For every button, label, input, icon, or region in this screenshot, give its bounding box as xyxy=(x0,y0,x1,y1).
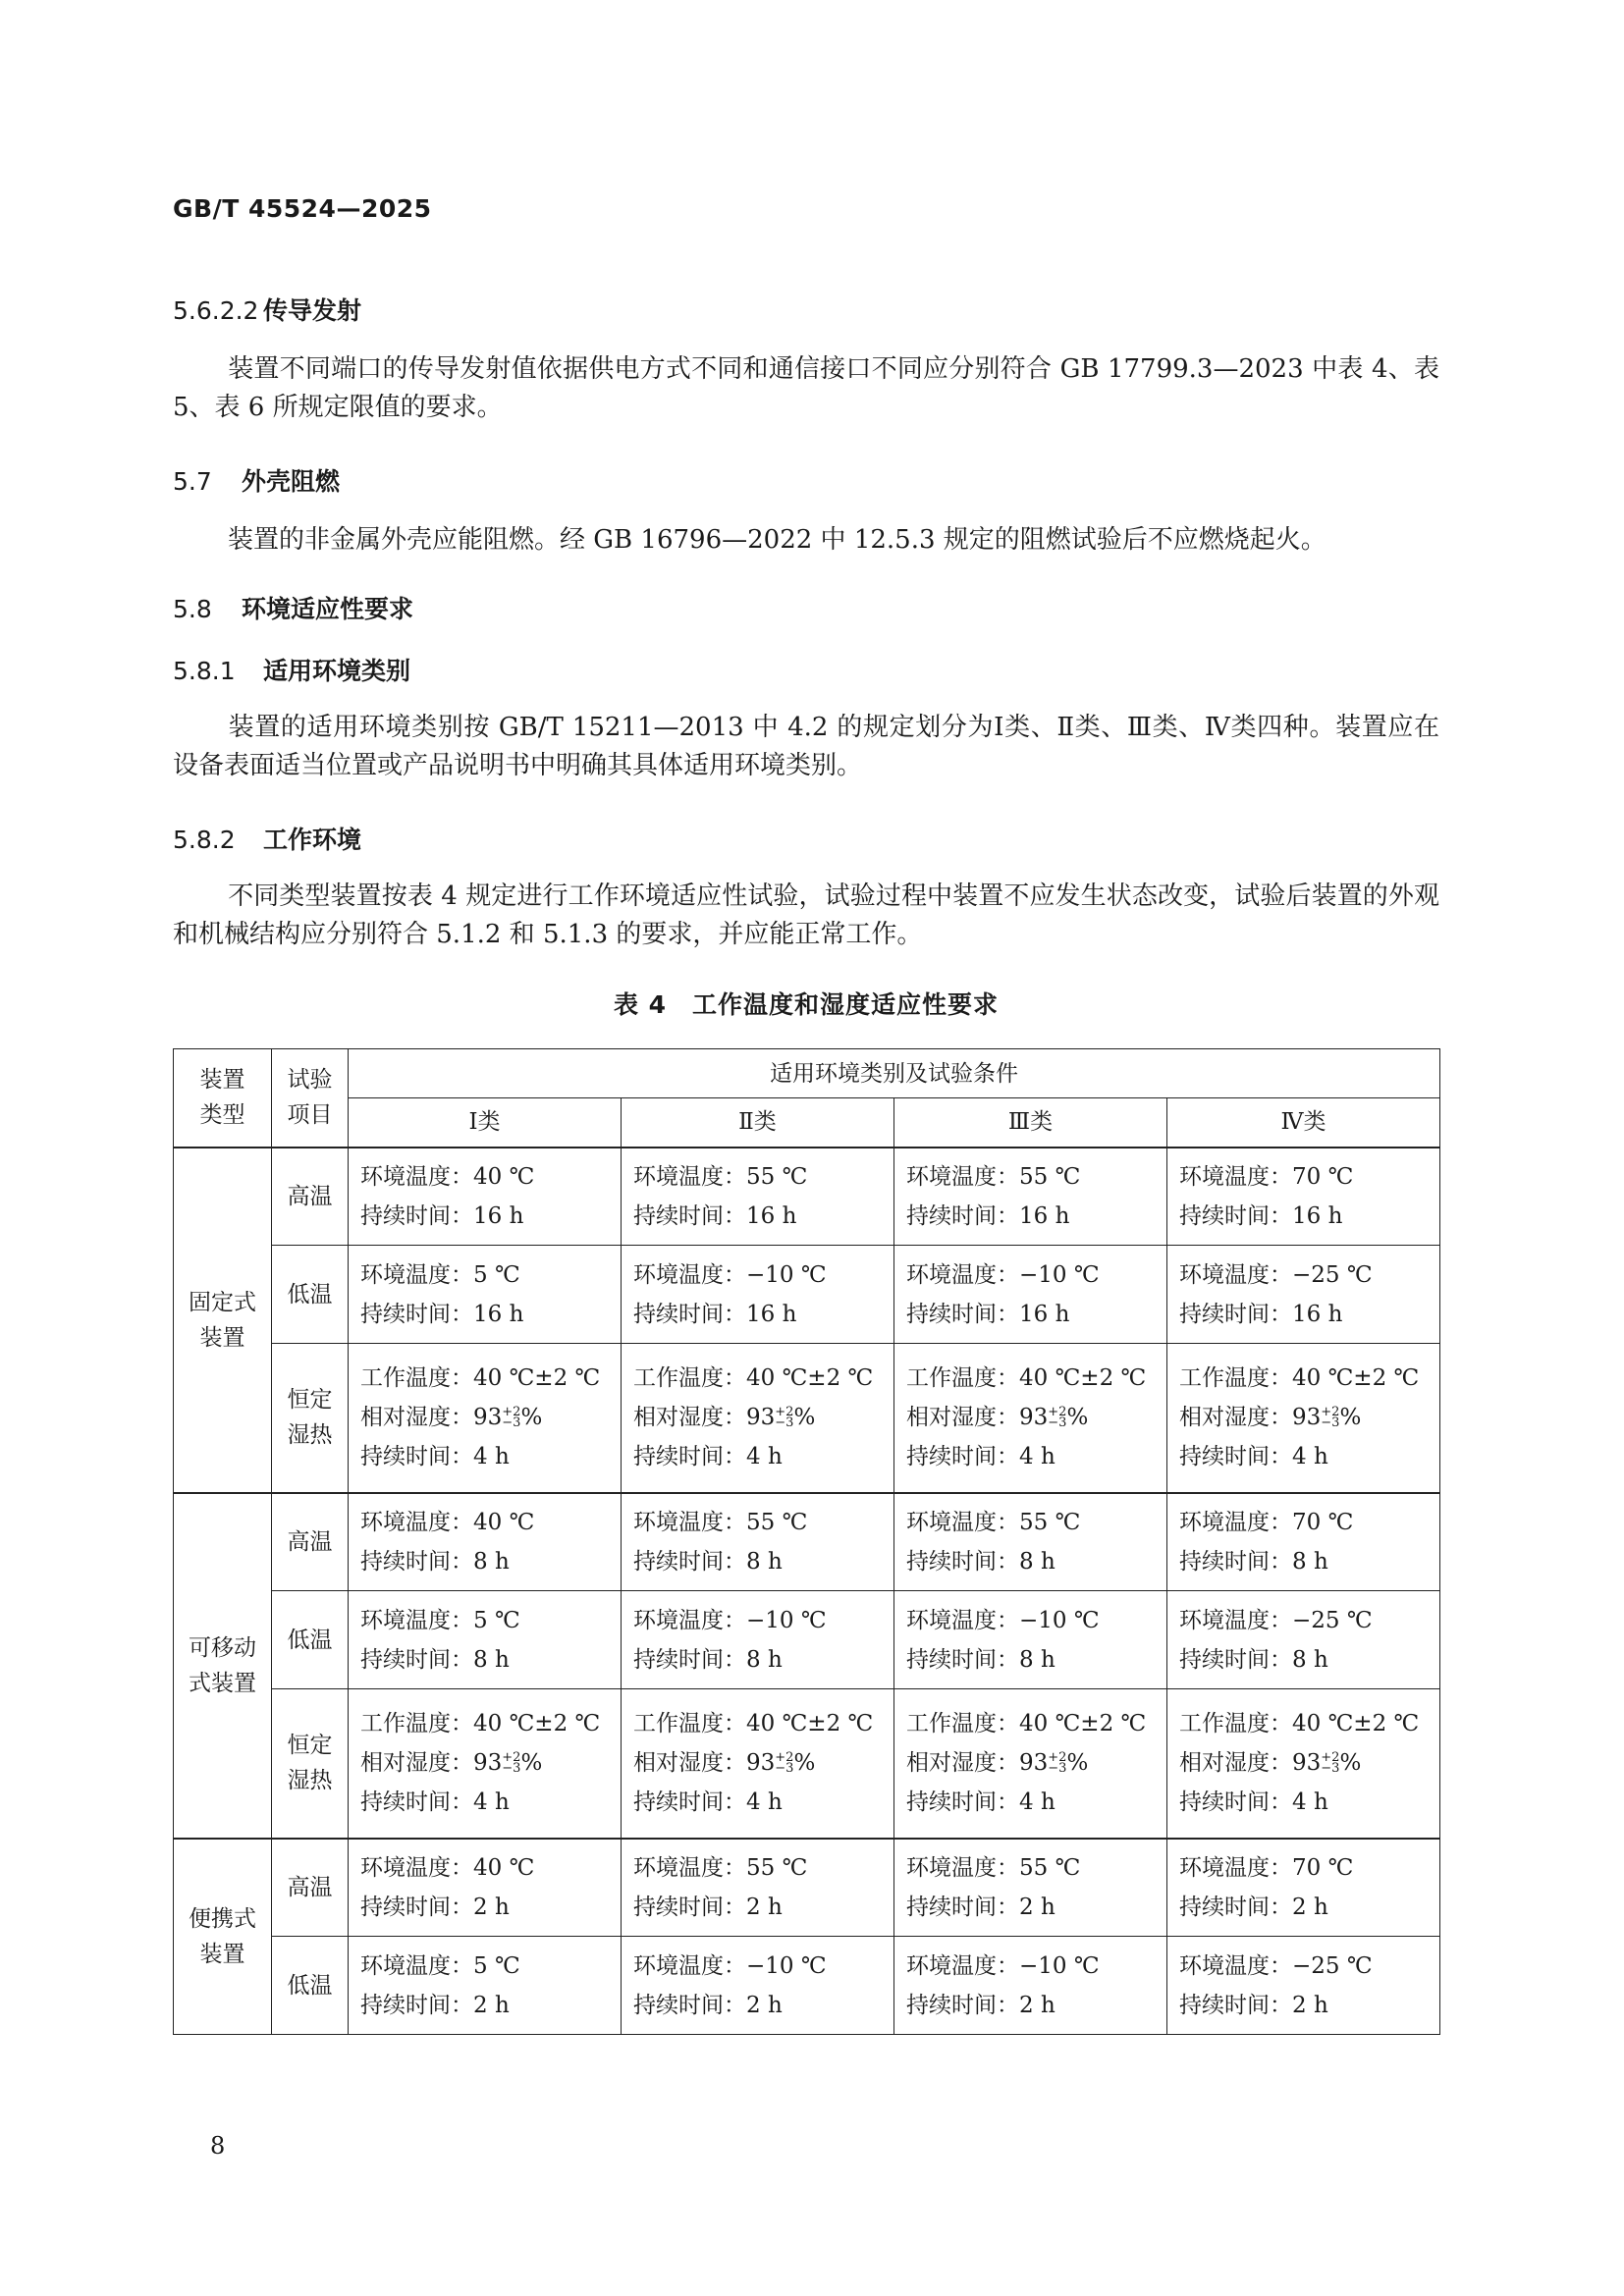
section-heading xyxy=(173,652,410,687)
condition-cell: 工作温度：40 ℃±2 ℃ 相对湿度：93 +2 −3 % 持续时间：4 h xyxy=(894,1344,1167,1493)
table-row xyxy=(174,1148,1440,1246)
condition-cell: 工作温度：40 ℃±2 ℃ 相对湿度：93 +2 −3 % 持续时间：4 h xyxy=(1167,1689,1440,1839)
paragraph-text: 装置不同端口的传导发射值依据供电方式不同和通信接口不同应分别符合 GB 17799.3—2023 中表 4、表 5、表 6 所规定限值的要求。 xyxy=(173,354,1439,422)
header-test-item: 试验 项目 xyxy=(272,1049,349,1148)
section-heading xyxy=(173,462,340,498)
document-id: GB/T 45524—2025 xyxy=(173,194,432,223)
condition-cell: 环境温度：55 ℃ 持续时间：8 h xyxy=(622,1493,894,1591)
section-title: 环境适应性要求 xyxy=(242,595,414,623)
condition-cell: 环境温度：5 ℃ 持续时间：8 h xyxy=(349,1591,622,1689)
device-type-cell: 便携式 装置 xyxy=(174,1839,272,2035)
condition-cell: 环境温度：−10 ℃ 持续时间：16 h xyxy=(894,1246,1167,1344)
condition-cell: 环境温度：5 ℃ 持续时间：2 h xyxy=(349,1937,622,2035)
test-item-cell: 低温 xyxy=(272,1246,349,1344)
condition-cell: 环境温度：55 ℃ 持续时间：16 h xyxy=(894,1148,1167,1246)
header-class-4: Ⅳ类 xyxy=(1167,1098,1440,1148)
test-item-cell: 高温 xyxy=(272,1493,349,1591)
condition-cell: 环境温度：−10 ℃ 持续时间：16 h xyxy=(622,1246,894,1344)
condition-cell: 环境温度：40 ℃ 持续时间：2 h xyxy=(349,1839,622,1937)
condition-cell: 工作温度：40 ℃±2 ℃ 相对湿度：93 +2 −3 % 持续时间：4 h xyxy=(622,1689,894,1839)
test-item-cell: 恒定 湿热 xyxy=(272,1344,349,1493)
condition-cell: 环境温度：40 ℃ 持续时间：16 h xyxy=(349,1148,622,1246)
condition-cell: 工作温度：40 ℃±2 ℃ 相对湿度：93 +2 −3 % 持续时间：4 h xyxy=(622,1344,894,1493)
header-device-type: 装置 类型 xyxy=(174,1049,272,1148)
condition-cell: 工作温度：40 ℃±2 ℃ 相对湿度：93 +2 −3 % 持续时间：4 h xyxy=(349,1344,622,1493)
condition-cell: 环境温度：−10 ℃ 持续时间：8 h xyxy=(622,1591,894,1689)
device-type-cell: 固定式 装置 xyxy=(174,1148,272,1493)
header-class-3: Ⅲ类 xyxy=(894,1098,1167,1148)
paragraph xyxy=(173,521,1439,560)
section-number: 5.8.2 xyxy=(173,826,236,854)
section-title: 外壳阻燃 xyxy=(242,467,341,496)
section-number: 5.8.1 xyxy=(173,657,236,685)
paragraph xyxy=(173,878,1439,954)
section-title: 适用环境类别 xyxy=(263,657,411,685)
condition-cell: 环境温度：−25 ℃ 持续时间：2 h xyxy=(1167,1937,1440,2035)
table-row xyxy=(174,1493,1440,1591)
paragraph xyxy=(173,350,1439,427)
section-number: 5.7 xyxy=(173,467,212,496)
page-number: 8 xyxy=(210,2132,226,2160)
paragraph xyxy=(173,709,1439,785)
condition-cell: 环境温度：55 ℃ 持续时间：2 h xyxy=(622,1839,894,1937)
condition-cell: 环境温度：−25 ℃ 持续时间：16 h xyxy=(1167,1246,1440,1344)
condition-cell: 环境温度：40 ℃ 持续时间：8 h xyxy=(349,1493,622,1591)
condition-cell: 环境温度：70 ℃ 持续时间：2 h xyxy=(1167,1839,1440,1937)
header-class-1: Ⅰ类 xyxy=(349,1098,622,1148)
table-row xyxy=(174,1344,1440,1493)
paragraph-text: 装置的非金属外壳应能阻燃。经 GB 16796—2022 中 12.5.3 规定的阻燃试验后不应燃烧起火。 xyxy=(228,525,1326,555)
table-row xyxy=(174,1689,1440,1839)
table-row xyxy=(174,1591,1440,1689)
condition-cell: 环境温度：70 ℃ 持续时间：16 h xyxy=(1167,1148,1440,1246)
section-heading xyxy=(173,292,361,327)
condition-cell: 环境温度：−10 ℃ 持续时间：2 h xyxy=(622,1937,894,2035)
header-class-2: Ⅱ类 xyxy=(622,1098,894,1148)
condition-cell: 环境温度：−10 ℃ 持续时间：8 h xyxy=(894,1591,1167,1689)
section-heading xyxy=(173,821,361,856)
condition-cell: 环境温度：55 ℃ 持续时间：16 h xyxy=(622,1148,894,1246)
test-item-cell: 低温 xyxy=(272,1937,349,2035)
condition-cell: 工作温度：40 ℃±2 ℃ 相对湿度：93 +2 −3 % 持续时间：4 h xyxy=(894,1689,1167,1839)
table-row xyxy=(174,1246,1440,1344)
condition-cell: 工作温度：40 ℃±2 ℃ 相对湿度：93 +2 −3 % 持续时间：4 h xyxy=(349,1689,622,1839)
table-caption: 表 4 工作温度和湿度适应性要求 xyxy=(613,990,1000,1019)
requirements-table xyxy=(173,1048,1440,2035)
section-number: 5.8 xyxy=(173,595,212,623)
condition-cell: 工作温度：40 ℃±2 ℃ 相对湿度：93 +2 −3 % 持续时间：4 h xyxy=(1167,1344,1440,1493)
condition-cell: 环境温度：−10 ℃ 持续时间：2 h xyxy=(894,1937,1167,2035)
paragraph-text: 装置的适用环境类别按 GB/T 15211—2013 中 4.2 的规定划分为Ⅰ类、Ⅱ类、Ⅲ类、Ⅳ类四种。装置应在设备表面适当位置或产品说明书中明确其具体适用环境类别。 xyxy=(173,713,1439,780)
test-item-cell: 恒定 湿热 xyxy=(272,1689,349,1839)
table-row xyxy=(174,1839,1440,1937)
condition-cell: 环境温度：55 ℃ 持续时间：2 h xyxy=(894,1839,1167,1937)
paragraph-text: 不同类型装置按表 4 规定进行工作环境适应性试验，试验过程中装置不应发生状态改变，试验后装置的外观和机械结构应分别符合 5.1.2 和 5.1.3 的要求，并应能正常工作。 xyxy=(173,881,1439,949)
header-conditions: 适用环境类别及试验条件 xyxy=(349,1049,1440,1098)
condition-cell: 环境温度：5 ℃ 持续时间：16 h xyxy=(349,1246,622,1344)
condition-cell: 环境温度：70 ℃ 持续时间：8 h xyxy=(1167,1493,1440,1591)
test-item-cell: 低温 xyxy=(272,1591,349,1689)
test-item-cell: 高温 xyxy=(272,1839,349,1937)
condition-cell: 环境温度：−25 ℃ 持续时间：8 h xyxy=(1167,1591,1440,1689)
condition-cell: 环境温度：55 ℃ 持续时间：8 h xyxy=(894,1493,1167,1591)
section-title: 传导发射 xyxy=(263,296,362,325)
section-number: 5.6.2.2 xyxy=(173,296,259,325)
test-item-cell: 高温 xyxy=(272,1148,349,1246)
table-row xyxy=(174,1937,1440,2035)
section-heading xyxy=(173,590,413,625)
section-title: 工作环境 xyxy=(263,826,362,854)
device-type-cell: 可移动 式装置 xyxy=(174,1493,272,1839)
